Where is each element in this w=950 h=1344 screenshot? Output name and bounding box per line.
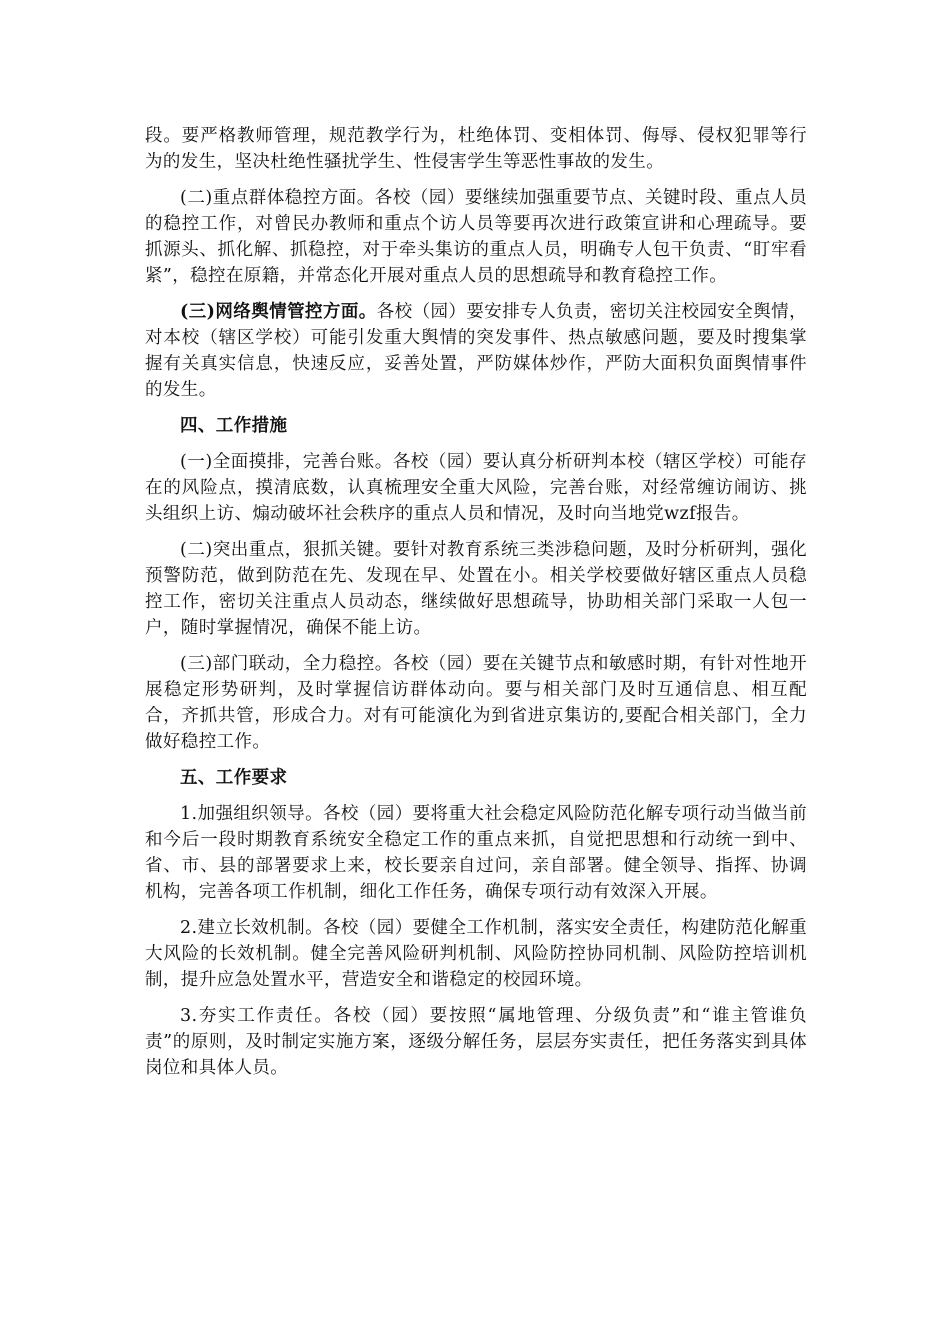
paragraph-measure-2: (二)突出重点，狠抓关键。要针对教育系统三类涉稳问题，及时分析研判，强化预警防范，做到防范在先、发现在早、处置在小。相关学校要做好辖区重点人员稳控工作，密切关注重点人员动态，继续做好思想疏导，协助相关部门采取一人包一户，随时掌握情况，确保不能上访。 [145, 540, 807, 638]
paragraph-measure-3: (三)部门联动，全力稳控。各校（园）要在关键节点和敏感时期，有针对性地开展稳定形势研判，及时掌握信访群体动向。要与相关部门及时互通信息、相互配合，齐抓共管，形成合力。对有可能演化为到省进京集访的,要配合相关部门，全力做好稳控工作。 [145, 654, 807, 752]
paragraph-measure-1: (一)全面摸排，完善台账。各校（园）要认真分析研判本校（辖区学校）可能存在的风险点，摸清底数，认真梳理安全重大风险，完善台账，对经常缠访闹访、挑头组织上访、煽动破坏社会秩序的重点人员和情况，及时向当地党wzf报告。 [145, 452, 807, 524]
paragraph-group-control: (二)重点群体稳控方面。各校（园）要继续加强重要节点、关键时段、重点人员的稳控工作，对曾民办教师和重点个访人员等要再次进行政策宣讲和心理疏导。要抓源头、抓化解、抓稳控，对于牵头集访的重点人员，明确专人包干负责、“盯牢看紧”，稳控在原籍，并常态化开展对重点人员的思想疏导和教育稳控工作。 [145, 188, 807, 286]
document-body [145, 123, 807, 1091]
paragraph-requirement-1: 1.加强组织领导。各校（园）要将重大社会稳定风险防范化解专项行动当做当前和今后一段时期教育系统安全稳定工作的重点来抓，自觉把思想和行动统一到中、省、市、县的部署要求上来，校长要亲自过问，亲自部署。健全领导、指挥、协调机构，完善各项工作机制，细化工作任务，确保专项行动有效深入开展。 [145, 804, 807, 902]
paragraph-continued: 段。要严格教师管理，规范教学行为，杜绝体罚、变相体罚、侮辱、侵权犯罪等行为的发生，坚决杜绝性骚扰学生、性侵害学生等恶性事故的发生。 [145, 126, 807, 172]
paragraph-network-control [145, 299, 807, 403]
paragraph-network-lead: (三)网络舆情管控方面。 [180, 302, 377, 322]
paragraph-requirement-3: 3.夯实工作责任。各校（园）要按照“属地管理、分级负责”和“谁主管谁负责”的原则，及时制定实施方案，逐级分解任务，层层夯实责任，把任务落实到具体岗位和具体人员。 [145, 1006, 807, 1078]
heading-measures: 四、工作措施 [180, 416, 288, 436]
paragraph-network-body: 各校（园）要安排专人负责，密切关注校园安全舆情，对本校（辖区学校）可能引发重大舆情的突发事件、热点敏感问题，要及时搜集掌握有关真实信息，快速反应，妥善处置，严防媒体炒作，严防大面积负面舆情事件的发生。 [145, 302, 807, 400]
heading-requirements: 五、工作要求 [180, 768, 288, 788]
paragraph-requirement-2: 2.建立长效机制。各校（园）要健全工作机制，落实安全责任，构建防范化解重大风险的长效机制。健全完善风险研判机制、风险防控协同机制、风险防控培训机制，提升应急处置水平，营造安全和谐稳定的校园环境。 [145, 918, 807, 990]
